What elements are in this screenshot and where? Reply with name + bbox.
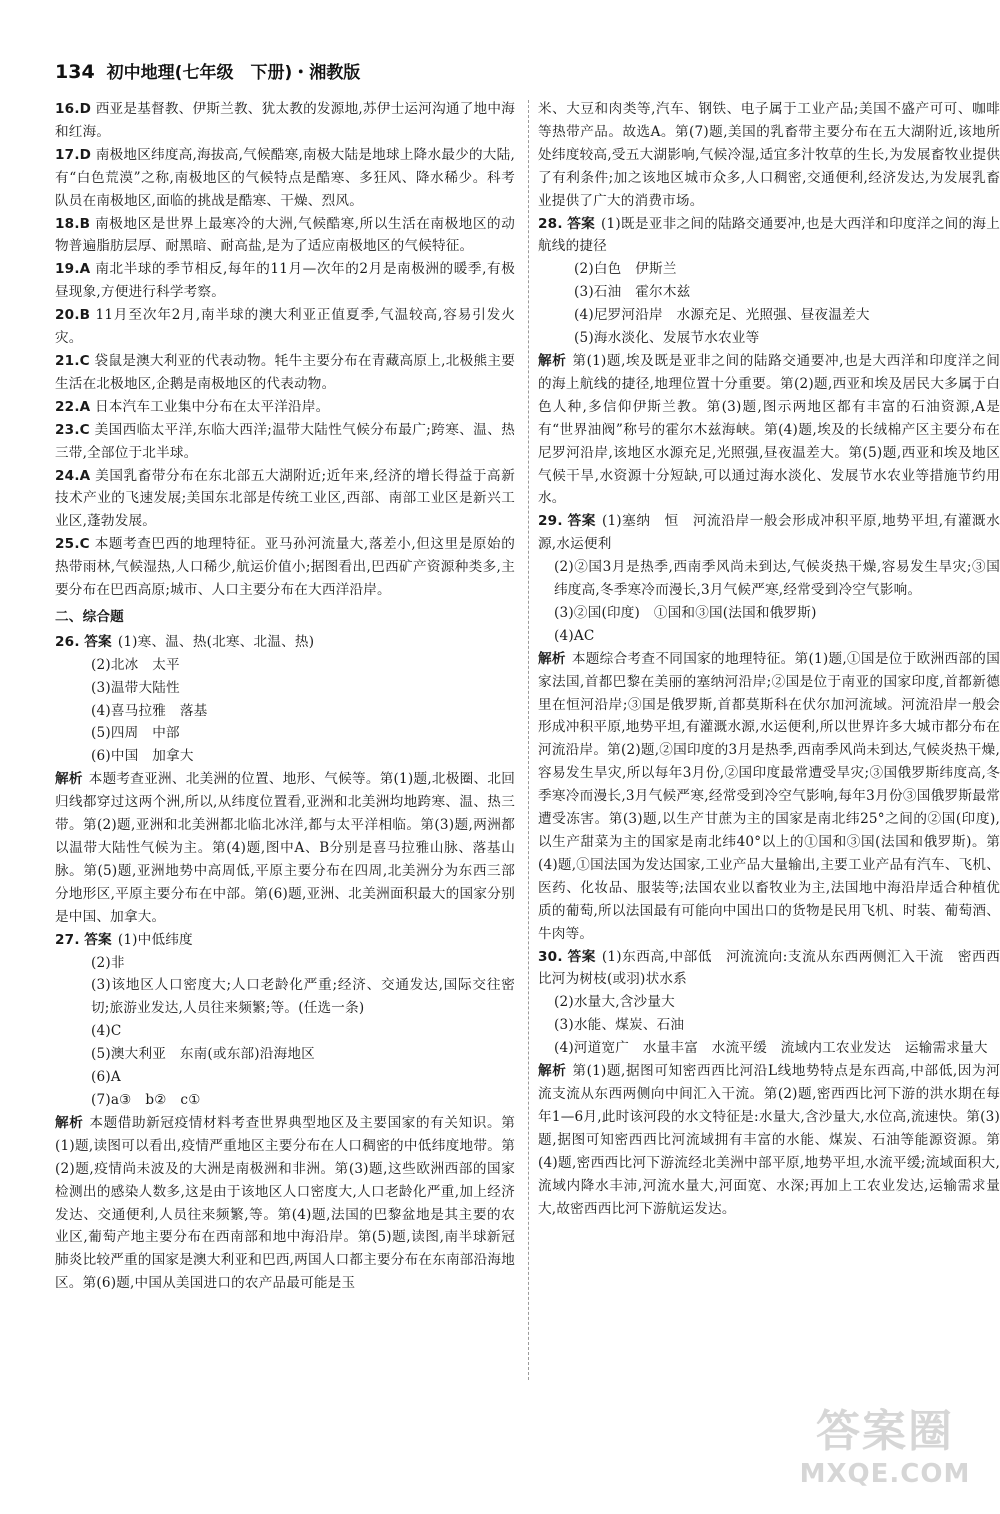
question-number: 20.B: [55, 307, 91, 324]
analysis-label: 解析: [55, 1114, 84, 1131]
item-text: 西亚是基督教、伊斯兰教、犹太教的发源地,苏伊士运河沟通了地中海和红海。: [55, 101, 515, 140]
item-text: 本题综合考查不同国家的地理特征。第(1)题,①国是位于欧洲西部的国家法国,首都巴黎在美丽的塞纳河沿岸;②国是位于南亚的国家印度,首都新德里在恒河沿岸;③国是俄罗斯,首都莫斯科在伏尔加河流域。河流沿岸一般会形成冲积平原,地势平坦,有灌溉水源,水运便利,所以世界许多大城市都分布在河流沿岸。第(2)题,②国印度的3月是热季,西南季风尚未到达,气候炎热干燥,容易发生旱灾,所以每年3月份,②国印度最常遭受旱灾;③国俄罗斯纬度高,冬季寒冷而漫长,3月气候严寒,经常受到冷空气影响,每年3月份③国俄罗斯最常遭受冻害。第(3)题,以生产甘蔗为主的国家是南北纬25°之间的②国(印度),以生产甜菜为主的国家是南北纬40°以上的①国和③国(法国和俄罗斯)。第(4)题,①国法国为发达国家,工业产品大量输出,主要工业产品有汽车、飞机、医药、化妆品、服装等;法国农业以畜牧业为主,法国地中海沿岸适合种植优质的葡萄,所以法国最有可能向中国出口的货物是民用飞机、时装、葡萄酒、牛肉等。: [538, 650, 1000, 942]
answer-subitem: (2)北冰 太平: [91, 656, 180, 673]
left-column: [55, 98, 515, 1295]
item-text: (1)中低纬度: [117, 931, 193, 948]
item-text: (1)东西高,中部低 河流流向:支流从东西两侧汇入干流 密西西比河为树枝(或羽)状水系: [538, 948, 1000, 988]
answer-subitem: (3)水能、煤炭、石油: [554, 1017, 685, 1034]
answer-subitem: (7)a③ b② c①: [91, 1091, 201, 1108]
answer-item: [55, 419, 515, 465]
question-number: 27.: [55, 931, 80, 948]
book-title: 初中地理(七年级 下册)・湘教版: [106, 63, 361, 83]
answer-block: [538, 213, 1000, 259]
answer-subitem: (2)白色 伊斯兰: [574, 261, 677, 278]
question-number: 24.A: [55, 467, 91, 484]
section-heading: 二、综合题: [55, 608, 124, 625]
question-number: 23.C: [55, 421, 90, 438]
answer-subitem: (4)C: [91, 1023, 122, 1040]
answer-item: [55, 213, 515, 259]
item-text: 南极地区纬度高,海拔高,气候酷寒,南极大陆是地球上降水最少的大陆,有“白色荒漠”之称,南极地区的气候特点是酷寒、多狂风、降水稀少。科考队员在南极地区,面临的挑战是酷寒、干燥、烈风。: [55, 146, 515, 209]
answer-item: [55, 465, 515, 534]
answer-subitem: (6)中国 加拿大: [91, 748, 194, 765]
answer-label: 答案: [567, 215, 596, 232]
question-number: 16.D: [55, 101, 92, 117]
answer-label: 答案: [567, 948, 596, 965]
answer-item: [55, 304, 515, 350]
analysis-block: [55, 1112, 515, 1295]
answer-subitem: (2)非: [91, 954, 125, 971]
answer-item: [55, 144, 515, 213]
answer-subitem: (5)四周 中部: [91, 725, 180, 742]
column-divider: [528, 100, 529, 1380]
answer-block: [55, 631, 515, 654]
question-number: 19.A: [55, 261, 91, 278]
answer-subitem: (3)②国(印度) ①国和③国(法国和俄罗斯): [554, 604, 817, 621]
analysis-block: [538, 648, 1000, 946]
item-text: 美国西临太平洋,东临大西洋;温带大陆性气候分布最广;跨寒、温、热三带,全部位于北半球。: [55, 421, 515, 461]
analysis-block: [538, 1060, 1000, 1220]
question-number: 30.: [538, 948, 563, 965]
item-text: 美国乳畜带分布在东北部五大湖附近;近年来,经济的增长得益于高新技术产业的飞速发展;美国东北部是传统工业区,西部、南部工业区是新兴工业区,蓬勃发展。: [55, 467, 515, 530]
answer-subitem: (2)水量大,含沙量大: [554, 994, 675, 1011]
analysis-label: 解析: [538, 352, 567, 369]
item-text: 本题考查亚洲、北美洲的位置、地形、气候等。第(1)题,北极圈、北回归线都穿过这两个洲,所以,从纬度位置看,亚洲和北美洲均地跨寒、温、热三带。第(2)题,亚洲和北美洲都北临北冰洋,都与太平洋相临。第(3)题,两洲都以温带大陆性气候为主。第(4)题,图中A、B分别是喜马拉雅山脉、落基山脉。第(5)题,亚洲地势中高周低,平原主要分布在四周,北美洲分为东西三部分地形区,平原主要分布在中部。第(6)题,亚洲、北美洲面积最大的国家分别是中国、加拿大。: [55, 771, 515, 925]
item-text: 第(1)题,据图可知密西西比河沿L线地势特点是东西高,中部低,因为河流支流从东西两侧向中间汇入干流。第(2)题,密西西比河下游的洪水期在每年1—6月,此时该河段的水文特征是:水量大,含沙量大,水位高,流速快。第(3)题,据图可知密西西比河流域拥有丰富的水能、煤炭、石油等能源资源。第(4)题,密西西比河下游流经北美洲中部平原,地势平坦,水流平缓;流域面积大,流域内降水丰沛,河流水量大,河面宽、水深;再加上工农业发达,运输需求量大,故密西西比河下游航运发达。: [538, 1063, 1000, 1217]
analysis-label: 解析: [538, 1063, 567, 1080]
answer-item: [55, 258, 515, 304]
answer-label: 答案: [84, 633, 112, 650]
answer-label: 答案: [84, 931, 112, 948]
answer-subitem: (3)石油 霍尔木兹: [574, 284, 691, 301]
question-number: 29.: [538, 513, 563, 530]
answer-item: [55, 533, 515, 602]
item-text: 南极地区是世界上最寒冷的大洲,气候酷寒,所以生活在南极地区的动物普遍脂肪层厚、耐黑暗、耐高盐,是为了适应南极地区的气候特征。: [55, 215, 515, 255]
answer-label: 答案: [567, 513, 596, 530]
watermark-domain: MXQE.COM: [799, 1458, 971, 1489]
page-number: 134: [55, 61, 95, 83]
watermark-logo: [790, 1389, 980, 1494]
answer-subitem: (3)温带大陆性: [91, 679, 180, 696]
question-number: 18.B: [55, 215, 91, 232]
item-text: 袋鼠是澳大利亚的代表动物。牦牛主要分布在青藏高原上,北极熊主要生活在北极地区,企鹅是南极地区的代表动物。: [55, 352, 515, 392]
answer-block: [538, 510, 1000, 556]
item-text: 日本汽车工业集中分布在太平洋沿岸。: [94, 398, 330, 415]
item-text: (1)塞纳 恒 河流沿岸一般会形成冲积平原,地势平坦,有灌溉水源,水运便利: [538, 513, 1000, 553]
question-number: 21.C: [55, 352, 90, 369]
answer-subitem: (5)海水淡化、发展节水农业等: [574, 330, 760, 347]
analysis-block: [55, 768, 515, 928]
answer-item: [55, 396, 515, 419]
answer-item: [55, 98, 515, 144]
answer-subitem: (4)AC: [554, 627, 595, 644]
page-header: [55, 58, 985, 88]
answer-block: [55, 929, 515, 952]
item-text: 第(1)题,埃及既是亚非之间的陆路交通要冲,也是大西洋和印度洋之间的海上航线的捷径,地理位置十分重要。第(2)题,西亚和埃及居民大多属于白色人种,多信仰伊斯兰教。第(3)题,图示两地区都有丰富的石油资源,A是有“世界油阀”称号的霍尔木兹海峡。第(4)题,埃及的长绒棉产区主要分布在尼罗河沿岸,该地区水源充足,光照强,昼夜温差大。第(5)题,西亚和埃及地区气候干旱,水资源十分短缺,可以通过海水淡化、发展节水农业等措施节约用水。: [538, 352, 1000, 507]
answer-subitem: (2)②国3月是热季,西南季风尚未到达,气候炎热干燥,容易发生旱灾;③国纬度高,冬季寒冷而漫长,3月气候严寒,经常受到冷空气影响。: [554, 559, 1000, 599]
analysis-label: 解析: [538, 650, 566, 667]
answer-subitem: (4)河道宽广 水量丰富 水流平缓 流域内工农业发达 运输需求量大: [554, 1040, 988, 1057]
item-text: 南北半球的季节相反,每年的11月—次年的2月是南极洲的暖季,有极昼现象,方便进行科学考察。: [55, 261, 515, 301]
item-text: (1)既是亚非之间的陆路交通要冲,也是大西洋和印度洋之间的海上航线的捷径: [538, 215, 1000, 255]
answer-subitem: (5)澳大利亚 东南(或东部)沿海地区: [91, 1046, 315, 1063]
answer-subitem: (4)喜马拉雅 落基: [91, 702, 208, 719]
continued-text: 米、大豆和肉类等,汽车、钢铁、电子属于工业产品;美国不盛产可可、咖啡等热带产品。故选A。第(7)题,美国的乳畜带主要分布在五大湖附近,该地所处纬度较高,受五大湖影响,气候冷湿,适宜多汁牧草的生长,为发展畜牧业提供了有利条件;加之该地区城市众多,人口稠密,交通便利,经济发达,为发展乳畜业提供了广大的消费市场。: [538, 101, 1000, 209]
answer-subitem: (6)A: [91, 1069, 121, 1086]
answer-item: [55, 350, 515, 396]
answer-subitem: (3)该地区人口密度大;人口老龄化严重;经济、交通发达,国际交往密切;旅游业发达,人员往来频繁;等。(任选一条): [91, 977, 515, 1017]
item-text: (1)寒、温、热(北寒、北温、热): [117, 633, 315, 650]
question-number: 26.: [55, 633, 80, 650]
item-text: 本题考查巴西的地理特征。亚马孙河流量大,落差小,但这里是原始的热带雨林,气候湿热,人口稀少,航运价值小;据图看出,巴西矿产资源种类多,主要分布在巴西高原;城市、人口主要分布在大西洋沿岸。: [55, 536, 515, 599]
analysis-label: 解析: [55, 771, 83, 788]
answer-block: [538, 946, 1000, 992]
watermark-text: 答案圈: [816, 1405, 954, 1457]
question-number: 25.C: [55, 536, 90, 553]
analysis-block: [538, 350, 1000, 510]
right-column: [538, 98, 1000, 1220]
item-text: 本题借助新冠疫情材料考查世界典型地区及主要国家的有关知识。第(1)题,读图可以看出,疫情严重地区主要分布在人口稠密的中低纬度地带。第(2)题,疫情尚未波及的大洲是南极洲和非洲。第(3)题,这些欧洲西部的国家检测出的感染人数多,这是由于该地区人口密度大,人口老龄化严重,加上经济发达、交通便利,人员往来频繁,等。第(4)题,法国的巴黎盆地是其主要的农业区,葡萄产地主要分布在西南部和地中海沿岸。第(5)题,读图,南半球新冠肺炎比较严重的国家是澳大利亚和巴西,两国人口都主要分布在东南部沿海地区。第(6)题,中国从美国进口的农产品最可能是玉: [55, 1114, 515, 1292]
item-text: 11月至次年2月,南半球的澳大利亚正值夏季,气温较高,容易引发火灾。: [55, 307, 515, 347]
question-number: 17.D: [55, 146, 92, 163]
question-number: 22.A: [55, 398, 91, 415]
answer-subitem: (4)尼罗河沿岸 水源充足、光照强、昼夜温差大: [574, 307, 870, 324]
question-number: 28.: [538, 215, 563, 232]
